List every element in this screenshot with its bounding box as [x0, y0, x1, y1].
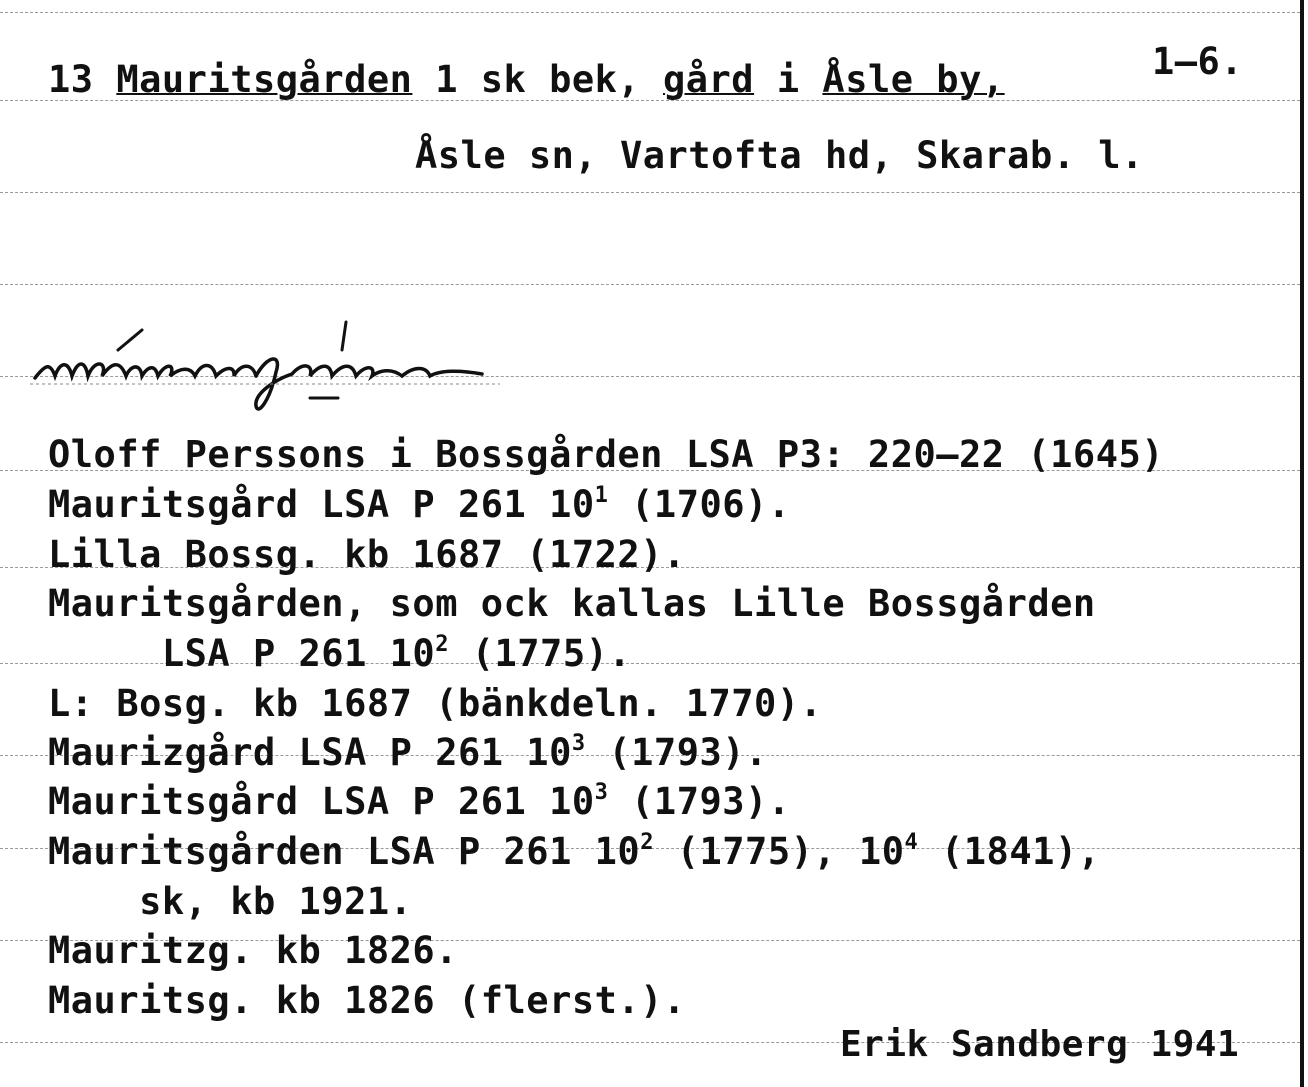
entry-line: Lilla Bossg. kb 1687 (1722).: [48, 533, 686, 576]
entry-line: Mauritsgård LSA P 261 $10^3$ (1793).: [48, 780, 791, 823]
entry-line: Mauritsgården LSA P 261 $10^2$ (1775), $10^4$ (1841),: [48, 830, 1101, 873]
card-edge: [1300, 0, 1304, 1087]
entry-line: L: Bosg. kb 1687 (bänkdeln. 1770).: [48, 682, 823, 725]
card-rule: [0, 12, 1300, 13]
entry-line: Mauritsg. kb 1826 (flerst.).: [48, 979, 686, 1022]
location-line: Åsle sn, Vartofta hd, Skarab. l.: [415, 134, 1144, 177]
entry-line: LSA P 261 $10^2$ (1775).: [48, 632, 632, 675]
header-village: Åsle by,: [822, 58, 1005, 101]
entry-line: Mauritsgård LSA P 261 $10^1$ (1706).: [48, 483, 791, 526]
card-heading: [48, 60, 1005, 100]
entry-line: Mauritzg. kb 1826.: [48, 929, 458, 972]
card-rule: [0, 192, 1300, 193]
card-ref: 1–6.: [1152, 40, 1244, 83]
entry-line: Mauritsgården, som ock kallas Lille Bossgården: [48, 582, 1096, 625]
header-text: 1 sk bek,: [412, 58, 663, 101]
card-number: 13: [48, 58, 94, 101]
header-i: i: [754, 58, 823, 101]
entry-line: Oloff Perssons i Bossgården LSA P3: 220–22 (1645): [48, 433, 1165, 476]
entry-line: sk, kb 1921.: [48, 880, 413, 923]
signature: Erik Sandberg 1941: [840, 1024, 1240, 1065]
handwritten-pronunciation: [30, 310, 500, 420]
place-name: Mauritsgården: [116, 58, 413, 101]
card-rule: [0, 284, 1300, 285]
header-gard: gård: [662, 58, 755, 101]
entry-line: Maurizgård LSA P 261 $10^3$ (1793).: [48, 731, 768, 774]
